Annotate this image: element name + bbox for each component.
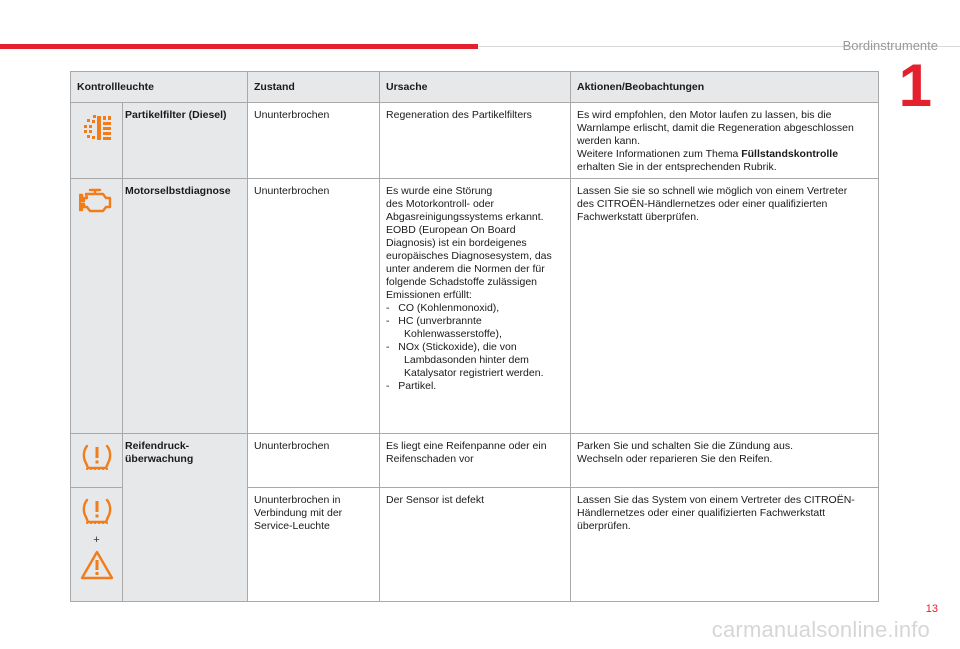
text-line: überwachung	[125, 453, 194, 465]
header-zustand: Zustand	[248, 72, 380, 103]
text-line: Reifendruck-	[125, 440, 190, 452]
text-line: Es wurde eine Störung	[386, 185, 493, 197]
aktionen-cell	[571, 488, 879, 602]
zustand-cell: Ununterbrochen	[248, 103, 380, 179]
particle-filter-icon	[80, 111, 114, 145]
text-line: Lassen Sie das System von einem Vertreter des CITROËN-	[577, 494, 855, 506]
watermark: carmanualsonline.info	[711, 617, 930, 642]
zustand-cell	[248, 488, 380, 602]
engine-diagnosis-icon	[79, 187, 115, 217]
table-row	[71, 179, 879, 434]
icon-cell	[71, 488, 123, 602]
ursache-cell	[380, 434, 571, 488]
text-line: Abgasreinigungssystems erkannt.	[386, 211, 544, 223]
text-line: Verbindung mit der	[254, 507, 343, 519]
header-aktionen: Aktionen/Beobachtungen	[571, 72, 879, 103]
tyre-pressure-icon	[80, 442, 114, 472]
warning-light-name: Motorselbstdiagnose	[123, 179, 248, 434]
icon-cell	[71, 103, 123, 179]
text-line: folgende Schadstoffe zulässigen	[386, 276, 538, 288]
text-line: werden kann.	[577, 135, 641, 147]
zustand-cell: Ununterbrochen	[248, 434, 380, 488]
header-accent-bar	[0, 44, 478, 49]
zustand-cell: Ununterbrochen	[248, 179, 380, 434]
text-span: Weitere Informationen zum Thema	[577, 148, 742, 160]
text-line: Service-Leuchte	[254, 520, 330, 532]
icon-cell	[71, 434, 123, 488]
header-ursache: Ursache	[380, 72, 571, 103]
warning-light-name: Partikelfilter (Diesel)	[123, 103, 248, 179]
tyre-pressure-icon	[80, 496, 114, 526]
text-line: Ununterbrochen in	[254, 494, 341, 506]
text-line: europäisches Diagnosesystem, das	[386, 250, 552, 262]
ursache-cell: Der Sensor ist defekt	[380, 488, 571, 602]
chapter-number: 1	[898, 52, 932, 119]
text-line	[577, 148, 872, 161]
text-line: Es wird empfohlen, den Motor laufen zu lassen, bis die	[577, 109, 832, 121]
icon-cell	[71, 179, 123, 434]
text-line: EOBD (European On Board	[386, 224, 516, 236]
table-row	[71, 434, 879, 488]
text-line: des CITROËN-Händlernetzes oder einer qualifizierten	[577, 198, 828, 210]
text-line: überprüfen.	[577, 520, 631, 532]
text-line: Wechseln oder reparieren Sie den Reifen.	[577, 453, 773, 465]
section-title: Bordinstrumente	[842, 38, 938, 53]
ursache-cell: Regeneration des Partikelfilters	[380, 103, 571, 179]
warning-lights-table	[70, 71, 879, 602]
text-line: Diagnosis) ist ein bordeigenes	[386, 237, 527, 249]
text-line: Emissionen erfüllt:	[386, 289, 472, 301]
text-line: Es liegt eine Reifenpanne oder ein	[386, 440, 547, 452]
table-row	[71, 103, 879, 179]
plus-sign: +	[93, 534, 100, 546]
ursache-cell	[380, 179, 571, 434]
list-item: - CO (Kohlenmonoxid),	[386, 302, 500, 314]
service-warning-icon	[80, 549, 114, 581]
list-item: - Partikel.	[386, 380, 437, 392]
text-line: unter anderem die Normen der für	[386, 263, 545, 275]
text-line: Reifenschaden vor	[386, 453, 474, 465]
bold-reference: Füllstandskontrolle	[741, 148, 839, 160]
text-line: Parken Sie und schalten Sie die Zündung aus.	[577, 440, 793, 452]
text-line: erhalten Sie in der entsprechenden Rubrik.	[577, 161, 777, 173]
aktionen-cell	[571, 103, 879, 179]
text-line: Händlernetzes oder einer qualifizierten Fachwerkstatt	[577, 507, 826, 519]
list-item: - NOx (Stickoxide), die von Lambdasonden hinter dem Katalysator registriert werden.	[386, 341, 544, 379]
text-line: Warnlampe erlischt, damit die Regeneration abgeschlossen	[577, 122, 854, 134]
text-line: Fachwerkstatt überprüfen.	[577, 211, 699, 223]
list-item: - HC (unverbrannte Kohlenwasserstoffe),	[386, 315, 502, 340]
header-kontrollleuchte: Kontrollleuchte	[71, 72, 248, 103]
aktionen-cell	[571, 179, 879, 434]
warning-light-name	[123, 434, 248, 602]
text-line: des Motorkontroll- oder	[386, 198, 494, 210]
page-number: 13	[925, 603, 938, 615]
aktionen-cell	[571, 434, 879, 488]
table-header-row	[71, 72, 879, 103]
text-line: Lassen Sie sie so schnell wie möglich von einem Vertreter	[577, 185, 848, 197]
